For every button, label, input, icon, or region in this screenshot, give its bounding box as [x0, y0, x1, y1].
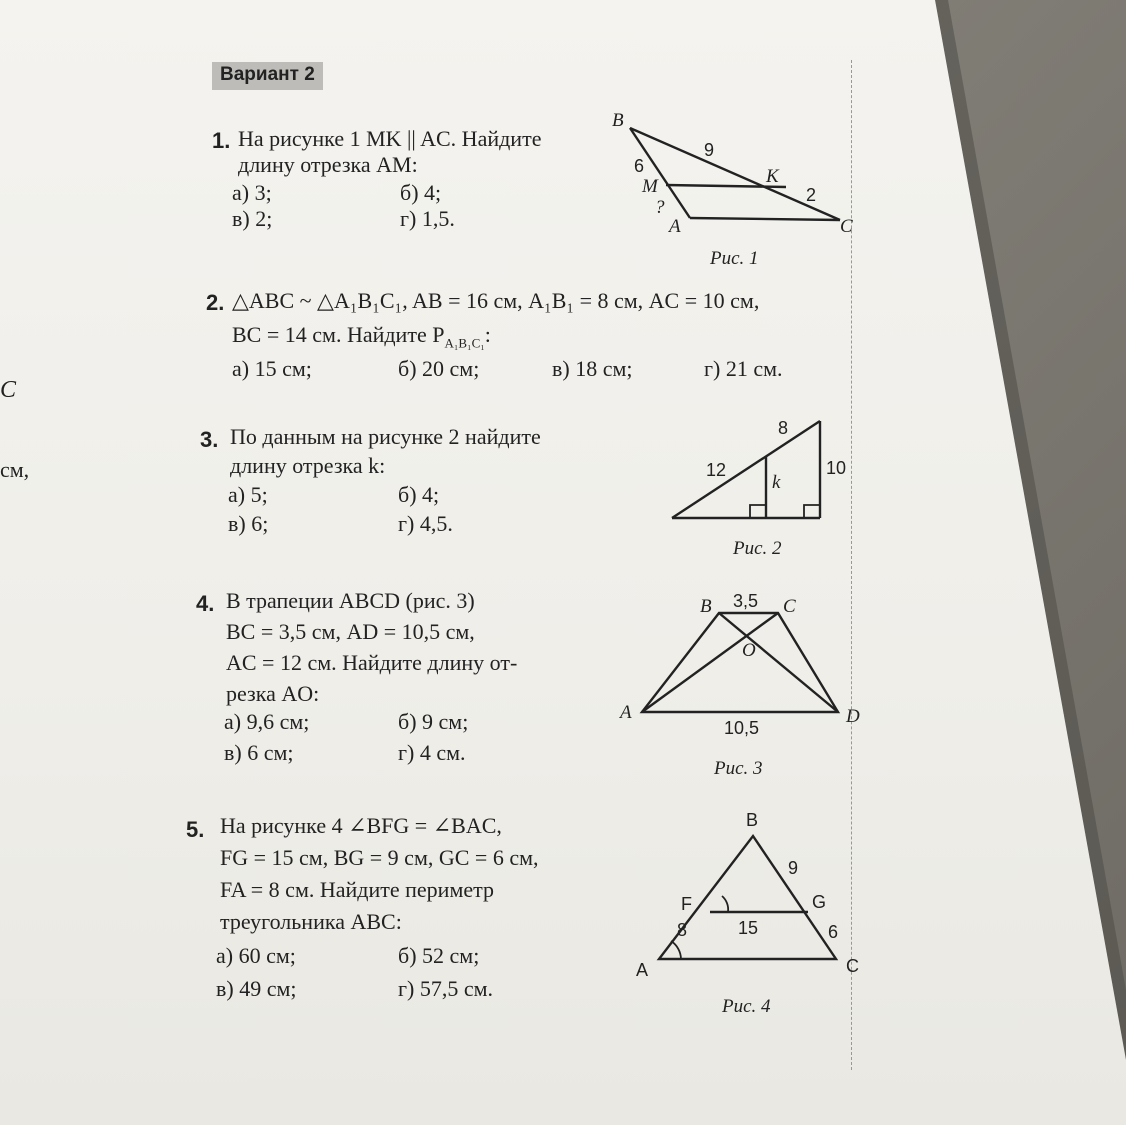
task-5-option-c: в) 49 см; [216, 976, 297, 1001]
task-4-option-c: в) 6 см; [224, 740, 294, 765]
fig2-label-hyp: 12 [706, 460, 727, 480]
fig2-label-k: k [772, 472, 781, 493]
task-5-option-b: б) 52 см; [398, 943, 480, 968]
fig1-label-a: A [669, 216, 681, 237]
fig1-label-bk: 9 [704, 140, 715, 160]
figure-3-diagram [642, 613, 838, 712]
task-1-option-a: а) 3; [232, 180, 272, 205]
task-2-number: 2. [206, 290, 225, 315]
fig4-label-a: A [636, 960, 649, 980]
task-3-line-2: длину отрезка k: [230, 453, 386, 478]
edge-fragment-2: см, [0, 457, 30, 482]
task-2-line-1: △ABC ~ △A₁B₁C₁, AB = 16 см, A₁B₁ = 8 см, AC = 10 см, [232, 288, 760, 313]
task-1-option-b: б) 4; [400, 180, 442, 205]
fig1-label-c: C [840, 216, 853, 237]
task-4-option-d: г) 4 см. [398, 740, 466, 765]
task-2-perimeter-subscript: A₁B₁C₁ [444, 335, 485, 351]
fig4-label-fa: 8 [677, 920, 688, 940]
task-2-colon: : [484, 322, 491, 347]
task-4-line-1: В трапеции ABCD (рис. 3) [226, 588, 475, 613]
fig3-label-a: A [620, 702, 632, 723]
fig4-label-f: F [681, 894, 692, 914]
task-3-number: 3. [200, 427, 219, 452]
fig4-label-bg: 9 [788, 858, 799, 878]
fig4-label-fg: 15 [738, 918, 759, 938]
task-4-line-2: BC = 3,5 см, AD = 10,5 см, [226, 619, 475, 644]
fig1-label-m: M [642, 176, 658, 197]
task-3-option-d: г) 4,5. [398, 511, 453, 536]
fig1-label-b: B [612, 110, 624, 131]
task-1-line-1: На рисунке 1 MK || AC. Найдите [238, 126, 542, 151]
fig3-label-d: D [846, 706, 860, 727]
fig3-label-ad: 10,5 [724, 718, 760, 738]
task-5-line-4: треугольника ABC: [220, 909, 402, 934]
task-3-option-a: а) 5; [228, 482, 268, 507]
task-2-option-d: г) 21 см. [704, 356, 783, 381]
fig1-label-k: K [766, 166, 779, 187]
task-4-line-4: резка AO: [226, 681, 320, 706]
figure-2-diagram [672, 421, 820, 518]
task-5-line-2: FG = 15 см, BG = 9 см, GC = 6 см, [220, 845, 539, 870]
fig3-label-o: O [742, 640, 756, 661]
task-5-option-a: а) 60 см; [216, 943, 296, 968]
task-1-option-c: в) 2; [232, 206, 273, 231]
variant-header: Вариант 2 [212, 62, 323, 90]
fig3-label-bc: 3,5 [733, 591, 759, 611]
task-1-number: 1. [212, 128, 231, 153]
fig4-label-gc: 6 [828, 922, 839, 942]
fig1-label-kc: 2 [806, 185, 817, 205]
task-4-number: 4. [196, 591, 215, 616]
task-5-number: 5. [186, 817, 205, 842]
fig3-label-c: C [783, 596, 796, 617]
fig1-label-am: ? [655, 197, 665, 218]
fig4-label-c: C [846, 956, 859, 976]
edge-fragment-1: С [0, 377, 17, 403]
figure-2-caption: Рис. 2 [733, 538, 782, 559]
fig4-label-g: G [812, 892, 827, 912]
fig2-label-top: 8 [778, 418, 789, 438]
fig3-label-b: B [700, 596, 712, 617]
fig1-label-bm: 6 [634, 156, 645, 176]
task-5-option-d: г) 57,5 см. [398, 976, 494, 1001]
task-3-option-c: в) 6; [228, 511, 269, 536]
fig2-label-right: 10 [826, 458, 847, 478]
task-4-line-3: AC = 12 см. Найдите длину от- [226, 650, 518, 675]
task-2-option-b: б) 20 см; [398, 356, 480, 381]
fig4-label-b: B [746, 810, 759, 830]
figure-4-caption: Рис. 4 [722, 996, 771, 1017]
task-5-line-3: FA = 8 см. Найдите периметр [220, 877, 495, 902]
task-1-option-d: г) 1,5. [400, 206, 455, 231]
task-5-line-1: На рисунке 4 ∠BFG = ∠BAC, [220, 813, 502, 838]
task-3-option-b: б) 4; [398, 482, 440, 507]
figure-3-caption: Рис. 3 [714, 758, 763, 779]
task-2-option-a: а) 15 см; [232, 356, 312, 381]
task-4-option-a: а) 9,6 см; [224, 709, 310, 734]
task-4-option-b: б) 9 см; [398, 709, 469, 734]
task-3-line-1: По данным на рисунке 2 найдите [230, 424, 541, 449]
task-2-line-2-text: BC = 14 см. Найдите P [232, 322, 445, 347]
figure-1-caption: Рис. 1 [710, 248, 759, 269]
task-1-line-2: длину отрезка AM: [238, 152, 418, 177]
task-2-option-c: в) 18 см; [552, 356, 633, 381]
